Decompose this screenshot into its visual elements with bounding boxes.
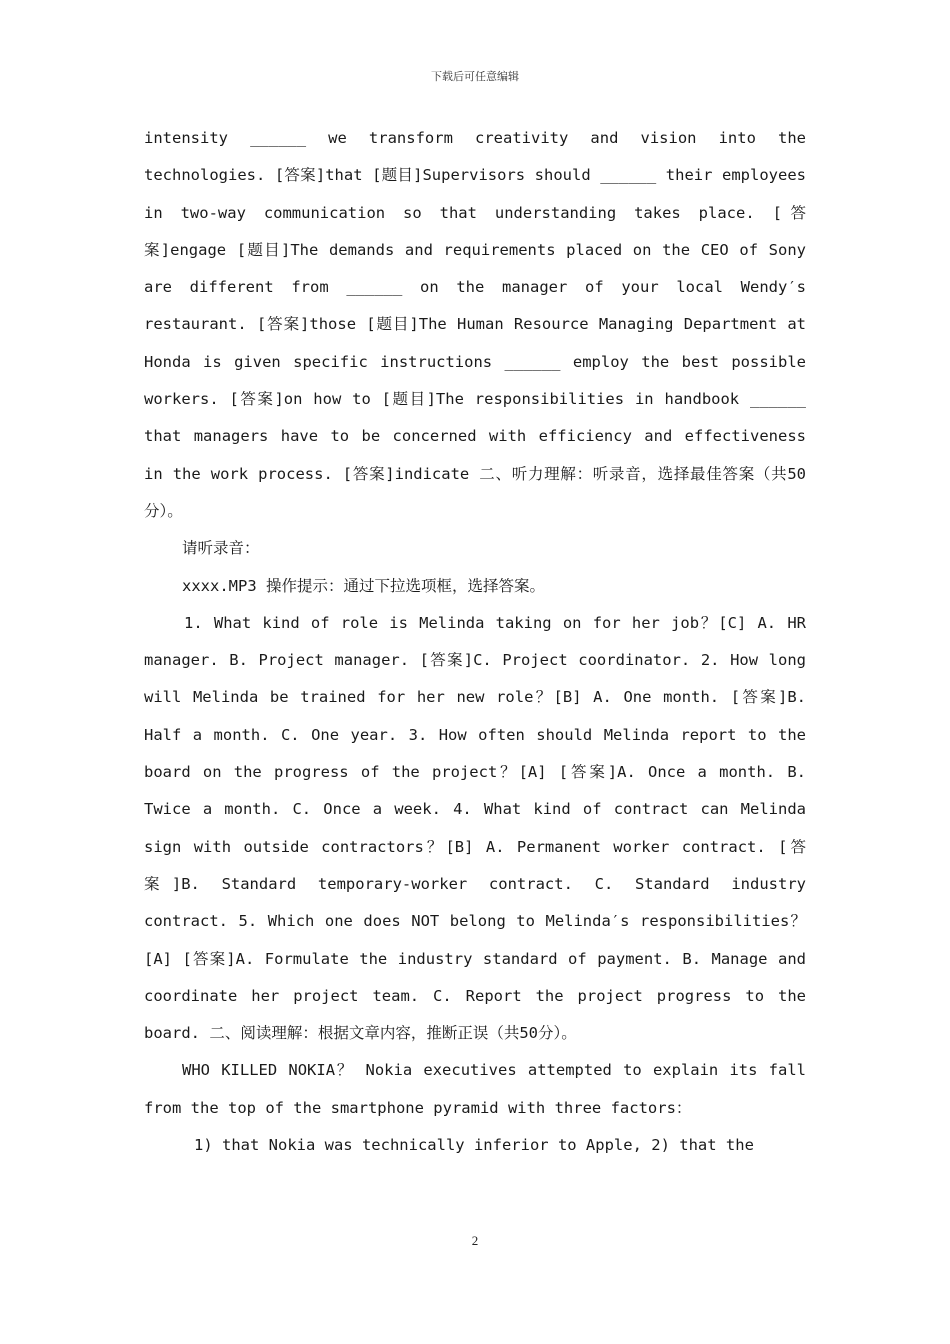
paragraph-vocabulary-questions: intensity ______ we transform creativity and vision into the technologies. [答案]that [题目]Supervisors should ______ their employees in two-way communication so that understanding takes place. [答案]engage [题目]The demands and requirements placed on the CEO of Sony are different from ______ on the manager of your local Wendy′s restaurant. [答案]those [题目]The Human Resource Managing Department at Honda is given specific instructions ______ employ the best possible workers. [答案]on how to [题目]The responsibilities in handbook ______ that managers have to be concerned with efficiency and effectiveness in the work process. [答案]indicate 二、听力理解：听录音，选择最佳答案（共50分）。 (144, 129, 806, 520)
paragraph-reading-intro: WHO KILLED NOKIA？ Nokia executives attempted to explain its fall from the top of the smartphone pyramid with three factors： (144, 1061, 806, 1117)
paragraph-listen-instruction: 请听录音： (182, 539, 260, 558)
paragraph-audio-hint: xxxx.MP3 操作提示：通过下拉选项框，选择答案。 (182, 576, 545, 595)
page-number: 2 (471, 1233, 479, 1248)
paragraph-reading-list: 1) that Nokia was technically inferior to Apple, 2) that the (194, 1136, 754, 1155)
document-body (144, 120, 806, 1164)
page-header-note: 下载后可任意编辑 (431, 70, 519, 83)
paragraph-listening-questions: 1. What kind of role is Melinda taking on for her job？[C] A. HR manager. B. Project manager. [答案]C. Project coordinator. 2. How long will Melinda be trained for her new role？[B] A. One month. [答案]B. Half a month. C. One year. 3. How often should Melinda report to the board on the progress of the project？[A] [答案]A. Once a month. B. Twice a month. C. Once a week. 4. What kind of contract can Melinda sign with outside contractors？[B] A. Permanent worker contract. [答案]B. Standard temporary-worker contract. C. Standard industry contract. 5. Which one does NOT belong to Melinda′s responsibilities？[A] [答案]A. Formulate the industry standard of payment. B. Manage and coordinate her project team. C. Report the project progress to the board. 二、阅读理解：根据文章内容，推断正误（共50分）。 (144, 613, 806, 1043)
